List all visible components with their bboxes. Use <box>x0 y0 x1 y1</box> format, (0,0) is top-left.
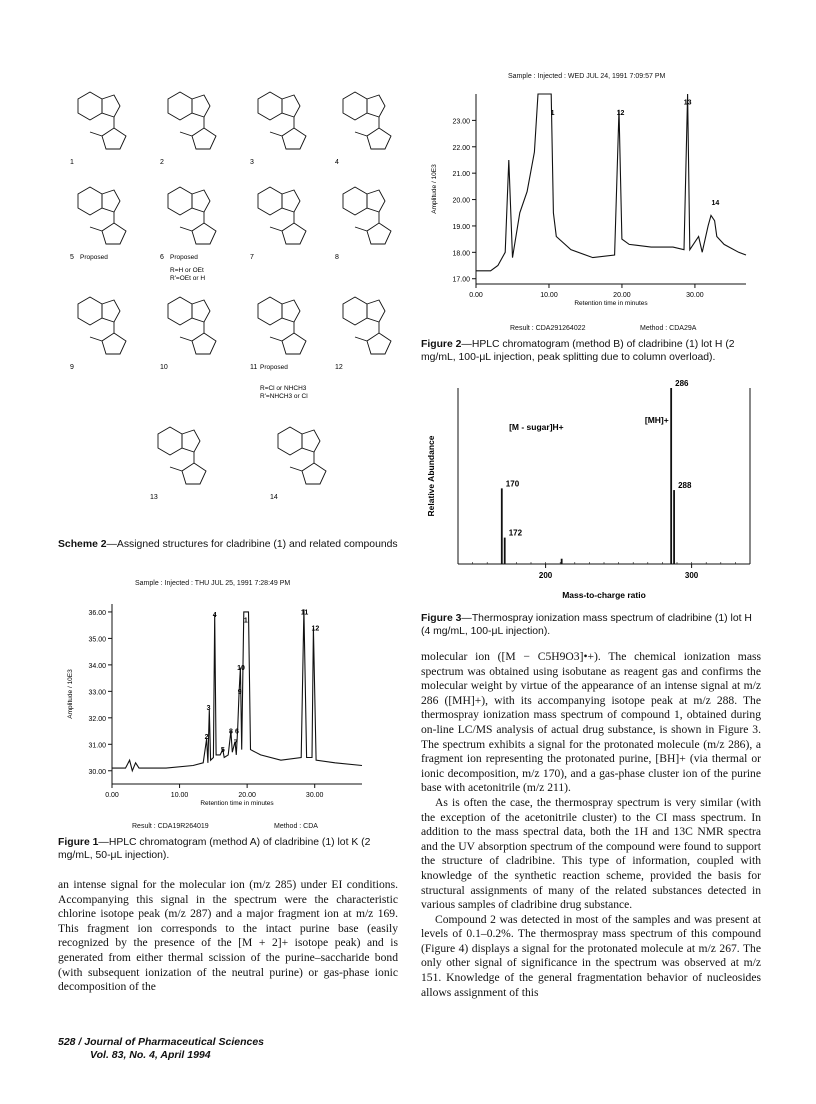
figure2-chart <box>420 84 760 316</box>
fig2-caption-text: —HPLC chromatogram (method B) of cladribine (1) lot H (2 mg/mL, 100-μL injection, peak splitting due to column overload). <box>421 339 735 363</box>
fig1-caption-text: —HPLC chromatogram (method A) of cladribine (1) lot K (2 mg/mL, 50-μL injection). <box>58 837 371 861</box>
scheme-caption <box>58 538 398 551</box>
structure-number: 2 <box>160 159 164 166</box>
x-tick-label: 30.00 <box>686 292 704 299</box>
note-6a: R=H or OEt <box>170 267 204 274</box>
structure-number: 9 <box>70 364 74 371</box>
x-tick-label: 10.00 <box>170 792 189 799</box>
x-axis-label: Retention time in minutes <box>574 300 648 307</box>
structure-14 <box>270 427 326 501</box>
x-tick-label: 0.00 <box>469 292 483 299</box>
scheme-caption-text: —Assigned structures for cladribine (1) and related compounds <box>106 539 398 550</box>
structure-note: Proposed <box>170 254 198 261</box>
chromatogram-trace <box>476 94 746 271</box>
y-tick-label: 17.00 <box>452 276 470 284</box>
x-tick-label: 30.00 <box>305 792 324 799</box>
right-body <box>421 650 761 1000</box>
structure-6 <box>160 187 216 261</box>
peak-label-12: 12 <box>311 625 320 633</box>
fig1-result: Result : CDA19R264019 <box>132 823 209 830</box>
y-tick-label: 34.00 <box>88 662 106 670</box>
peak-label-9: 9 <box>237 689 242 696</box>
y-tick-label: 21.00 <box>452 171 470 179</box>
right-paragraph-1: molecular ion ([M − C5H9O3]•+). The chemical ionization mass spectrum was obtained using isobutane as reagent gas and confirms the molecular weight by virtue of the appearance of an intense signal at m/z 286 ([MH]+), with its accompanying isotope peak at m/z 288. The thermospray ionization mass spectrum of compound 1, obtained during on-line LC/MS analysis of actual drug substance, is shown in Figure 3. The spectrum exhibits a signal for the protonated molecule (m/z 286), a fragment ion representing the protonated purine, [BH]+ (via thermal or ionic decomposition, m/z 170), and a gas-phase cluster ion of the purine base with acetonitrile (m/z 211). <box>421 650 761 795</box>
right-paragraph-2: As is often the case, the thermospray spectrum is very similar (with the exception of the acetonitrile cluster) to the CI mass spectrum. In addition to the mass spectral data, both the 1H and 13C NMR spectra and the UV absorption spectrum of the compound were found to support the structure of cladribine. This type of information, coupled with knowledge of the synthetic reaction scheme, provided the basis for structural assignments of many of the related substances detected in various samples of cladribine drug substance. <box>421 795 761 912</box>
structure-number: 7 <box>250 254 254 261</box>
x-axis-label: Mass-to-charge ratio <box>562 590 646 600</box>
peak-label-13: 13 <box>683 99 692 107</box>
structure-number: 11 <box>250 364 258 371</box>
structure-note: Proposed <box>260 364 288 371</box>
y-tick-label: 19.00 <box>452 223 470 231</box>
y-tick-label: 35.00 <box>88 636 106 644</box>
structure-number: 12 <box>335 364 343 371</box>
scheme-structures <box>50 72 410 532</box>
y-axis-label: Relative Abundance <box>426 435 436 517</box>
footer-journal: 528 / Journal of Pharmaceutical Sciences <box>58 1036 265 1048</box>
peak-label-4: 4 <box>212 612 217 620</box>
y-tick-label: 33.00 <box>88 689 106 697</box>
peak-label-8: 8 <box>228 728 233 736</box>
structure-11 <box>250 297 306 371</box>
peak-label-1: 1 <box>550 110 555 118</box>
peak-label-5: 5 <box>220 747 225 755</box>
structure-number: 14 <box>270 494 278 501</box>
structure-3 <box>250 92 306 166</box>
structure-9 <box>70 297 126 371</box>
structure-1 <box>70 92 126 166</box>
fig3-caption <box>421 612 761 638</box>
x-axis-label: Retention time in minutes <box>200 800 274 807</box>
peak-label-2: 2 <box>204 734 209 741</box>
structure-number: 1 <box>70 159 74 166</box>
footer-volume: Vol. 83, No. 4, April 1994 <box>90 1049 211 1061</box>
figure3-chart <box>420 380 760 610</box>
structure-number: 8 <box>335 254 339 261</box>
fig3-caption-text: —Thermospray ionization mass spectrum of cladribine (1) lot H (4 mg/mL, 100-μL injection). <box>421 613 752 637</box>
fig1-sample-line: Sample : Injected : THU JUL 25, 1991 7:28:49 PM <box>135 580 291 587</box>
peak-label-6: 6 <box>235 728 239 736</box>
fig2-method: Method : CDA29A <box>640 325 697 332</box>
structure-number: 6 <box>160 254 164 261</box>
peak-label-12: 12 <box>616 110 625 118</box>
peak-label-170: 170 <box>505 479 520 489</box>
structure-number: 4 <box>335 159 339 166</box>
right-paragraph-3: Compound 2 was detected in most of the samples and was present at levels of 0.1–0.2%. The thermospray mass spectrum of this compound (Figure 4) displays a signal for the protonated molecule at m/z 267. The only other signal of significance in the spectrum was observed at m/z 151. Knowledge of the general fragmentation behavior of nucleosides allows assignment of this <box>421 912 761 999</box>
note-11a: R=Cl or NHCH3 <box>260 385 307 392</box>
left-paragraph-1: an intense signal for the molecular ion (m/z 285) under EI conditions. Accompanying this signal in the spectrum were the characteristic chlorine isotope peak (m/z 287) and a major fragment ion at m/z 169. This fragment ion corresponds to the intact purine base (easily recognized by the presence of the [M + 2]+ isotope peak) and is generated from either thermal scission of the purine–saccharide bond (with subsequent ionization of the neutral purine) or gas-phase ionic decomposition of the <box>58 878 398 994</box>
structure-7 <box>250 187 306 261</box>
ion-annotation-0: [M - sugar]H+ <box>509 422 564 433</box>
fig1-caption-label: Figure 1 <box>58 837 99 848</box>
x-tick-label: 300 <box>684 571 699 580</box>
structure-8 <box>335 187 391 261</box>
structure-number: 10 <box>160 364 168 371</box>
structure-13 <box>150 427 206 501</box>
figure1-chart <box>60 590 390 820</box>
y-tick-label: 22.00 <box>452 144 470 152</box>
fig2-sample-line: Sample : Injected : WED JUL 24, 1991 7:09:57 PM <box>508 73 666 80</box>
peak-label-7: 7 <box>233 739 238 747</box>
fig1-method: Method : CDA <box>274 823 318 830</box>
peak-label-172: 172 <box>508 528 523 538</box>
y-axis-label: Amplitude / 10E3 <box>431 164 438 214</box>
x-tick-label: 200 <box>538 571 553 580</box>
peak-label-288: 288 <box>678 481 692 491</box>
note-6b: R'=OEt or H <box>170 275 206 282</box>
page-footer <box>58 1036 264 1062</box>
structure-4 <box>335 92 391 166</box>
scheme-caption-label: Scheme 2 <box>58 539 107 550</box>
fig2-caption-label: Figure 2 <box>421 339 462 350</box>
fig1-caption <box>58 836 398 862</box>
structure-number: 3 <box>250 159 254 166</box>
y-axis-label: Amplitude / 10E3 <box>67 669 74 719</box>
y-tick-label: 31.00 <box>88 742 106 750</box>
x-tick-label: 10.00 <box>540 292 558 299</box>
y-tick-label: 36.00 <box>88 609 106 617</box>
y-tick-label: 32.00 <box>88 715 106 723</box>
structure-5 <box>70 187 126 261</box>
structure-number: 5 <box>70 254 74 261</box>
y-tick-label: 20.00 <box>452 197 470 205</box>
y-tick-label: 30.00 <box>88 768 106 776</box>
structure-2 <box>160 92 216 166</box>
peak-label-286: 286 <box>675 380 689 388</box>
structure-10 <box>160 297 216 371</box>
note-11b: R'=NHCH3 or Cl <box>260 393 308 400</box>
structure-12 <box>335 297 391 371</box>
fig2-caption <box>421 338 761 364</box>
structure-number: 13 <box>150 494 158 501</box>
ion-annotation-1: [MH]+ <box>644 415 669 426</box>
peak-label-1: 1 <box>243 617 248 625</box>
structure-note: Proposed <box>80 254 108 261</box>
left-body <box>58 878 398 995</box>
x-tick-label: 20.00 <box>238 792 256 799</box>
peak-label-14: 14 <box>711 199 720 207</box>
x-tick-label: 0.00 <box>105 792 119 799</box>
x-tick-label: 20.00 <box>613 292 631 299</box>
peak-label-10: 10 <box>237 665 245 673</box>
y-tick-label: 18.00 <box>452 250 470 258</box>
fig3-caption-label: Figure 3 <box>421 613 462 624</box>
peak-label-11: 11 <box>300 609 309 617</box>
y-tick-label: 23.00 <box>452 118 470 126</box>
peak-label-3: 3 <box>206 704 211 712</box>
fig2-result: Result : CDA291264022 <box>510 325 586 332</box>
